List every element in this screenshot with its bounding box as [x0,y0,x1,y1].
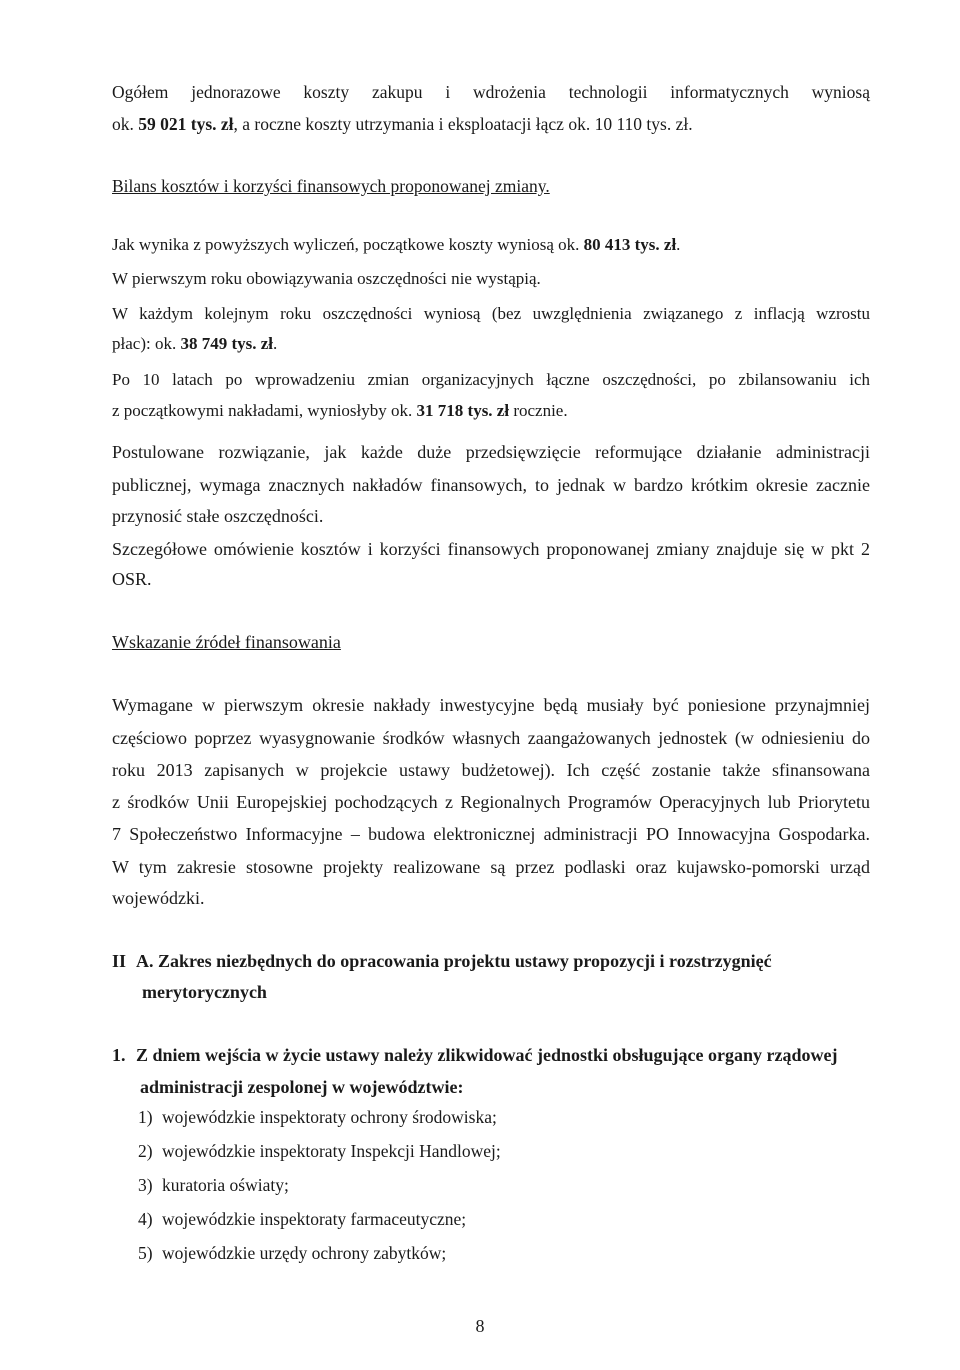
bilans-heading: Bilans kosztów i korzyści finansowych proponowanej zmiany. [112,176,550,196]
ten-years-value-line: z początkowymi nakładami, wyniosłyby ok. 31 718 tys. zł rocznie. [112,401,568,420]
first-year-line: W pierwszym roku obowiązywania oszczędności nie wystąpią. [112,269,541,288]
funding-paragraph-line1: Wymagane w pierwszym okresie nakłady inwestycyjne będą musiały być poniesione przynajmniej [112,695,870,715]
list-item: 3) kuratoria oświaty; [138,1175,289,1195]
yearly-savings-line: W każdym kolejnym roku oszczędności wyniosą (bez uwzględnienia związanego z inflacją wzrostu [112,304,870,323]
funding-paragraph-line5: 7 Społeczeństwo Informacyjne – budowa elektronicznej administracji PO Innowacyjna Gospodarka. [112,824,870,844]
postulated-solution-line2: publicznej, wymaga znacznych nakładów finansowych, to jednak w bardzo krótkim okresie zacznie [112,475,870,495]
postulated-solution-line3: przynosić stałe oszczędności. [112,506,324,526]
page-number: 8 [475,1316,485,1336]
list-item: 2) wojewódzkie inspektoraty Inspekcji Handlowej; [138,1141,501,1161]
section-heading-continued: merytorycznych [142,982,267,1002]
funding-paragraph-line4: z środków Unii Europejskiej pochodzących z Regionalnych Programów Operacyjnych lub Priorytetu [112,792,870,812]
point-1: 1. Z dniem wejścia w życie ustawy należy zlikwidować jednostki obsługujące organy rządowej [112,1039,870,1071]
list-item: 1) wojewódzkie inspektoraty ochrony środowiska; [138,1107,497,1127]
funding-paragraph-line6: W tym zakresie stosowne projekty realizowane są przez podlaski oraz kujawsko-pomorski urząd [112,857,870,877]
postulated-solution-line1: Postulowane rozwiązanie, jak każde duże przedsięwzięcie reformujące działanie administracji [112,442,870,462]
yearly-savings-value-line: płac): ok. 38 749 tys. zł. [112,334,278,353]
list-item: 4) wojewódzkie inspektoraty farmaceutyczne; [138,1209,467,1229]
ten-years-line: Po 10 latach po wprowadzeniu zmian organizacyjnych łączne oszczędności, po zbilansowaniu ich [112,370,870,389]
details-reference-line1: Szczegółowe omówienie kosztów i korzyści finansowych proponowanej zmiany znajduje się w pkt 2 [112,539,870,559]
funding-paragraph-line7: wojewódzki. [112,888,205,908]
section-heading: II A. Zakres niezbędnych do opracowania projektu ustawy propozycji i rozstrzygnięć [112,945,870,977]
point-number: 1. [112,1045,126,1065]
point-1-continued: administracji zespolonej w województwie: [140,1077,464,1097]
costs-paragraph-line2: ok. 59 021 tys. zł, a roczne koszty utrzymania i eksploatacji łącz ok. 10 110 tys. zł. [112,114,693,134]
section-label: II [112,951,127,971]
initial-costs-line: Jak wynika z powyższych wyliczeń, początkowe koszty wyniosą ok. 80 413 tys. zł. [112,235,681,254]
one-time-cost-value: 59 021 tys. zł [138,114,234,134]
list-item: 5) wojewódzkie urzędy ochrony zabytków; [138,1243,447,1263]
institutions-list [138,1100,896,1270]
funding-sources-heading: Wskazanie źródeł finansowania [112,632,341,652]
funding-paragraph-line3: roku 2013 zapisanych w projekcie ustawy budżetowej). Ich część zostanie także sfinansowana [112,760,870,780]
costs-paragraph-line1: Ogółem jednorazowe koszty zakupu i wdrożenia technologii informatycznych wyniosą [112,82,870,102]
details-reference-line2: OSR. [112,569,152,589]
funding-paragraph-line2: częściowo poprzez wyasygnowanie środków własnych zaangażowanych jednostek (w odniesieniu do [112,728,870,748]
